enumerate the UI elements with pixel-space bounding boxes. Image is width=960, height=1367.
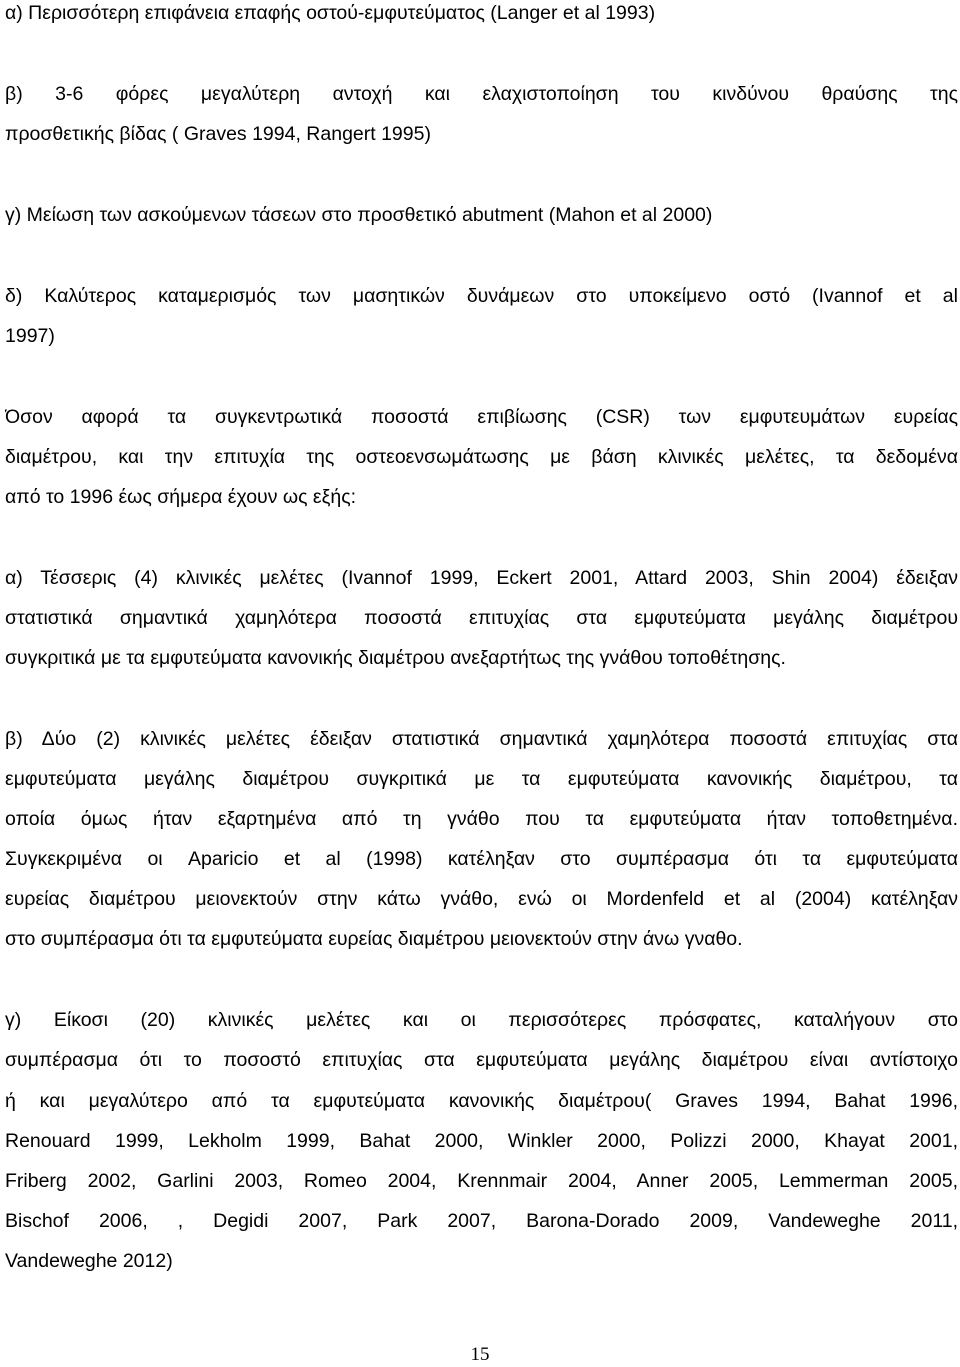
text-line: β) Δύο (2) κλινικές μελέτες έδειξαν στατιστικά σημαντικά χαμηλότερα ποσοστά επιτυχίας στα xyxy=(5,728,958,750)
text-line: Vandeweghe 2012) xyxy=(5,1250,173,1272)
text-line: συγκριτικά με τα εμφυτεύματα κανονικής διαμέτρου ανεξαρτήτως της γνάθου τοποθέτησης. xyxy=(5,647,786,669)
text-line: διαμέτρου, και την επιτυχία της οστεοενσωμάτωσης με βάση κλινικές μελέτες, τα δεδομένα xyxy=(5,446,958,468)
text-line: από το 1996 έως σήμερα έχουν ως εξής: xyxy=(5,486,357,508)
text-line: στο συμπέρασμα ότι τα εμφυτεύματα ευρείας διαμέτρου μειονεκτούν στην άνω γναθο. xyxy=(5,928,743,950)
text-line: γ) Μείωση των ασκούμενων τάσεων στο προσθετικό abutment (Mahon et al 2000) xyxy=(5,204,713,226)
text-line: Renouard 1999, Lekholm 1999, Bahat 2000, Winkler 2000, Polizzi 2000, Khayat 2001, xyxy=(5,1130,958,1152)
text-line: στατιστικά σημαντικά χαμηλότερα ποσοστά επιτυχίας στα εμφυτεύματα μεγάλης διαμέτρου xyxy=(5,607,958,629)
text-line: 1997) xyxy=(5,325,55,347)
text-line: ευρείας διαμέτρου μειονεκτούν στην κάτω γνάθο, ενώ οι Mordenfeld et al (2004) κατέληξαν xyxy=(5,888,958,910)
text-line: προσθετικής βίδας ( Graves 1994, Rangert 1995) xyxy=(5,123,431,145)
page-number: 15 xyxy=(470,1344,490,1365)
text-line: Συγκεκριμένα οι Aparicio et al (1998) κατέληξαν στο συμπέρασμα ότι τα εμφυτεύματα xyxy=(5,848,958,870)
text-line: α) Τέσσερις (4) κλινικές μελέτες (Ivannof 1999, Eckert 2001, Attard 2003, Shin 2004) έδειξαν xyxy=(5,567,958,589)
text-line: οποία όμως ήταν εξαρτημένα από τη γνάθο που τα εμφυτεύματα ήταν τοποθετημένα. xyxy=(5,808,958,830)
text-line: Bischof 2006, , Degidi 2007, Park 2007, Barona-Dorado 2009, Vandeweghe 2011, xyxy=(5,1210,958,1232)
text-line: συμπέρασμα ότι το ποσοστό επιτυχίας στα εμφυτεύματα μεγάλης διαμέτρου είναι αντίστοιχο xyxy=(5,1049,958,1071)
text-line: δ) Καλύτερος καταμερισμός των μασητικών δυνάμεων στο υποκείμενο οστό (Ivannof et al xyxy=(5,285,958,307)
text-line: εμφυτεύματα μεγάλης διαμέτρου συγκριτικά με τα εμφυτεύματα κανονικής διαμέτρου, τα xyxy=(5,768,958,790)
text-line: α) Περισσότερη επιφάνεια επαφής οστού-εμφυτεύματος (Langer et al 1993) xyxy=(5,2,656,24)
text-line: Friberg 2002, Garlini 2003, Romeo 2004, Krennmair 2004, Anner 2005, Lemmerman 2005, xyxy=(5,1170,958,1192)
text-line: γ) Είκοσι (20) κλινικές μελέτες και οι περισσότερες πρόσφατες, καταλήγουν στο xyxy=(5,1009,958,1031)
text-line: ή και μεγαλύτερο από τα εμφυτεύματα κανονικής διαμέτρου( Graves 1994, Bahat 1996, xyxy=(5,1090,958,1112)
text-line: Όσον αφορά τα συγκεντρωτικά ποσοστά επιβίωσης (CSR) των εμφυτευμάτων ευρείας xyxy=(5,406,958,428)
text-line: β) 3-6 φόρες μεγαλύτερη αντοχή και ελαχιστοποίηση του κινδύνου θραύσης της xyxy=(5,83,958,105)
